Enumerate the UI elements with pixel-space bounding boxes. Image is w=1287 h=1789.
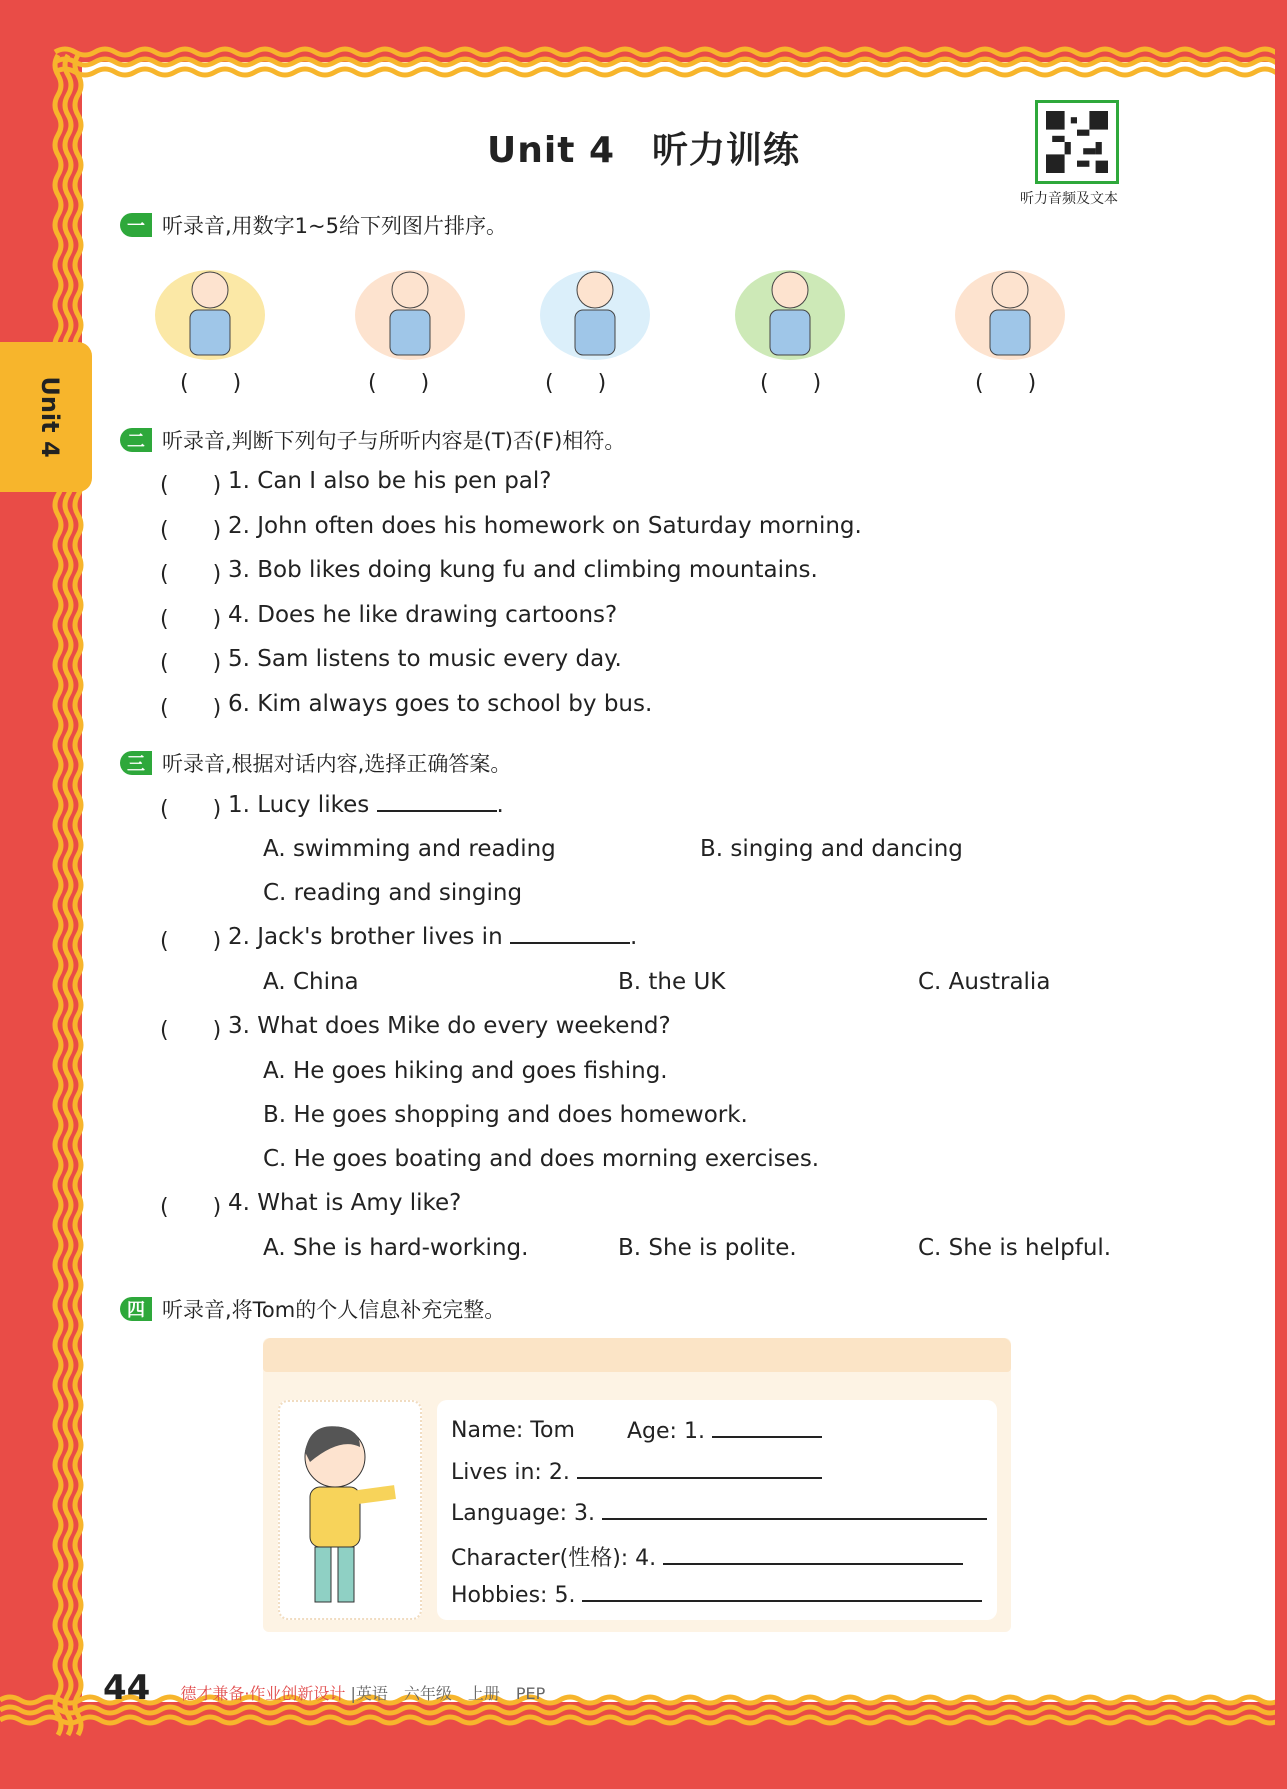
page-footer: 44 德才兼备·作业创新设计 |英语 六年级 上册 PEP (103, 1668, 546, 1708)
unit-side-tab: Unit 4 (0, 342, 92, 492)
mc-question: 4. What is Amy like? (228, 1190, 462, 1216)
picture-3 (530, 255, 660, 365)
wave-line (55, 59, 1287, 65)
wave-line (0, 1717, 1287, 1723)
answer-paren-2[interactable]: ( ) (368, 371, 430, 396)
tf-statement: 5. Sam listens to music every day. (228, 646, 622, 672)
answer-paren-1[interactable]: ( ) (180, 371, 242, 396)
tom-info-card (263, 1338, 1011, 1632)
mc-question: 2. Jack's brother lives in . (228, 924, 638, 950)
character-field: Character(性格): 4. (451, 1541, 963, 1572)
wave-line (65, 55, 71, 1735)
wave-line (55, 49, 1287, 55)
mc-option: B. She is polite. (618, 1235, 797, 1261)
hobbies-field: Hobbies: 5. (451, 1582, 982, 1608)
qr-code[interactable] (1035, 100, 1119, 184)
page-number: 44 (103, 1668, 151, 1708)
answer-blank (377, 792, 497, 812)
answer-paren-4[interactable]: ( ) (760, 371, 822, 396)
picture-1 (145, 255, 275, 365)
info-fields (437, 1400, 997, 1620)
tf-statement: 2. John often does his homework on Saturday morning. (228, 512, 862, 539)
answer-blank (510, 924, 630, 944)
page-title: Unit 4 听力训练 (487, 130, 800, 171)
mc-option: A. She is hard-working. (263, 1235, 529, 1261)
mc-answer-paren[interactable]: ( ) (160, 929, 222, 954)
language-field: Language: 3. (451, 1500, 987, 1526)
mc-question: 1. Lucy likes . (228, 792, 504, 818)
name-field: Name: Tom (451, 1418, 575, 1443)
lives-in-blank[interactable] (577, 1459, 822, 1479)
tf-statement: 1. Can I also be his pen pal? (228, 468, 552, 494)
mc-question: 3. What does Mike do every weekend? (228, 1013, 671, 1039)
tf-statement: 6. Kim always goes to school by bus. (228, 690, 653, 717)
mc-option: A. swimming and reading (263, 836, 556, 862)
picture-2 (345, 255, 475, 365)
mc-option: B. He goes shopping and does homework. (263, 1102, 748, 1128)
tf-answer-paren[interactable]: ( ) (160, 651, 222, 676)
section-1-header: 一 听录音,用数字1~5给下列图片排序。 (120, 210, 507, 240)
hobbies-blank[interactable] (582, 1582, 982, 1602)
age-field: Age: 1. (627, 1418, 822, 1444)
card-header-stripe (263, 1338, 1011, 1372)
tf-answer-paren[interactable]: ( ) (160, 695, 222, 721)
tf-answer-paren[interactable]: ( ) (160, 517, 222, 543)
wave-line (75, 55, 81, 1735)
lives-in-field: Lives in: 2. (451, 1459, 822, 1485)
qr-caption: 听力音频及文本 (1020, 191, 1118, 207)
section-4-header: 四 听录音,将Tom的个人信息补充完整。 (120, 1294, 505, 1324)
mc-answer-paren[interactable]: ( ) (160, 797, 222, 822)
mc-option: C. reading and singing (263, 880, 523, 906)
mc-option: C. She is helpful. (918, 1235, 1112, 1261)
tf-answer-paren[interactable]: ( ) (160, 606, 222, 632)
picture-5 (945, 255, 1075, 365)
mc-option: B. the UK (618, 969, 726, 995)
tf-statement: 4. Does he like drawing cartoons? (228, 601, 618, 628)
qr-pattern-icon (1046, 111, 1108, 173)
wave-line (55, 69, 1287, 75)
mc-option: C. Australia (918, 969, 1051, 995)
mc-option: C. He goes boating and does morning exercises. (263, 1146, 820, 1172)
picture-4 (725, 255, 855, 365)
wave-line (55, 55, 61, 1735)
mc-option: A. He goes hiking and goes fishing. (263, 1058, 668, 1084)
language-blank[interactable] (602, 1500, 987, 1520)
tf-answer-paren[interactable]: ( ) (160, 562, 222, 587)
age-blank[interactable] (712, 1418, 822, 1438)
character-blank[interactable] (663, 1545, 963, 1565)
section-2-header: 二 听录音,判断下列句子与所听内容是(T)否(F)相符。 (120, 425, 625, 455)
mc-answer-paren[interactable]: ( ) (160, 1195, 222, 1220)
tom-illustration (278, 1400, 422, 1620)
tf-answer-paren[interactable]: ( ) (160, 473, 222, 498)
section-3-header: 三 听录音,根据对话内容,选择正确答案。 (120, 748, 511, 778)
answer-paren-5[interactable]: ( ) (975, 371, 1037, 396)
mc-answer-paren[interactable]: ( ) (160, 1018, 222, 1043)
mc-option: A. China (263, 969, 359, 995)
tf-statement: 3. Bob likes doing kung fu and climbing mountains. (228, 557, 818, 583)
mc-option: B. singing and dancing (700, 836, 963, 862)
answer-paren-3[interactable]: ( ) (545, 371, 607, 396)
